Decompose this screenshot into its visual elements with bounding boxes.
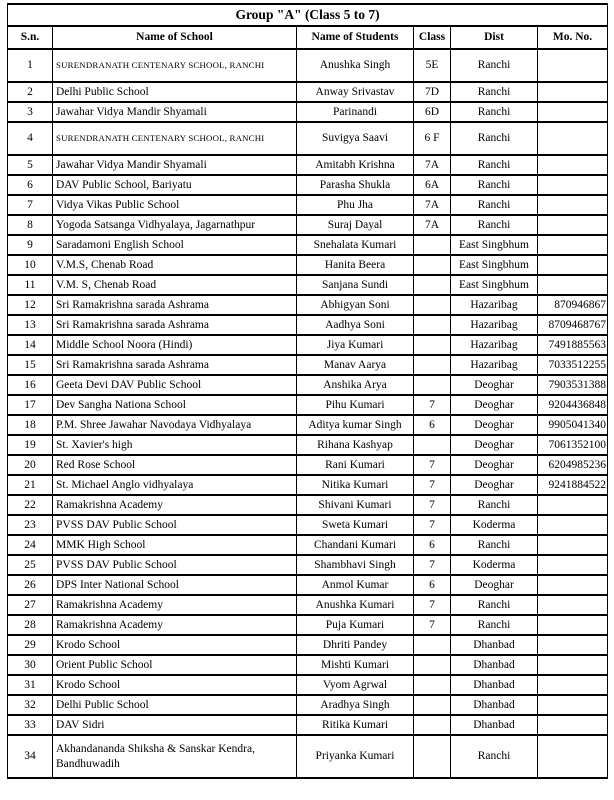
table-row (8, 255, 608, 275)
cell-mobile (538, 255, 608, 275)
cell-class (414, 715, 451, 735)
cell-class (414, 635, 451, 655)
cell-school: Krodo School (53, 635, 297, 655)
cell-dist: Deoghar (451, 435, 538, 455)
table-row (8, 655, 608, 675)
cell-mobile: 8709468767 (538, 315, 608, 335)
table-row (8, 375, 608, 395)
cell-student: Amitabh Krishna (297, 155, 414, 175)
cell-class: 7A (414, 155, 451, 175)
table-row (8, 49, 608, 82)
cell-mobile: 9204436848 (538, 395, 608, 415)
cell-sn: 9 (8, 235, 53, 255)
cell-mobile (538, 575, 608, 595)
cell-dist: Hazaribag (451, 335, 538, 355)
cell-class: 6 (414, 535, 451, 555)
cell-mobile (538, 515, 608, 535)
cell-mobile (538, 555, 608, 575)
cell-class: 5E (414, 49, 451, 82)
cell-class (414, 255, 451, 275)
cell-class (414, 435, 451, 455)
cell-student: Jiya Kumari (297, 335, 414, 355)
cell-class: 7 (414, 495, 451, 515)
cell-school: Red Rose School (53, 455, 297, 475)
cell-student: Anushka Kumari (297, 595, 414, 615)
table-row (8, 102, 608, 122)
cell-sn: 7 (8, 195, 53, 215)
table-body (8, 49, 608, 778)
cell-school: Dev Sangha Nationa School (53, 395, 297, 415)
cell-mobile (538, 495, 608, 515)
cell-mobile (538, 102, 608, 122)
cell-dist: Ranchi (451, 195, 538, 215)
cell-mobile (538, 735, 608, 778)
cell-sn: 12 (8, 295, 53, 315)
cell-student: Mishti Kumari (297, 655, 414, 675)
cell-mobile (538, 695, 608, 715)
table-row (8, 455, 608, 475)
cell-dist: Deoghar (451, 415, 538, 435)
cell-student: Snehalata Kumari (297, 235, 414, 255)
cell-class: 6 F (414, 122, 451, 155)
cell-dist: Hazaribag (451, 295, 538, 315)
cell-mobile: 9905041340 (538, 415, 608, 435)
cell-student: Chandani Kumari (297, 535, 414, 555)
cell-student: Anmol Kumar (297, 575, 414, 595)
table-row (8, 715, 608, 735)
table-row (8, 555, 608, 575)
cell-sn: 17 (8, 395, 53, 415)
cell-school: P.M. Shree Jawahar Navodaya Vidhyalaya (53, 415, 297, 435)
cell-school: MMK High School (53, 535, 297, 555)
cell-sn: 25 (8, 555, 53, 575)
cell-sn: 32 (8, 695, 53, 715)
cell-mobile (538, 655, 608, 675)
cell-dist: Ranchi (451, 535, 538, 555)
table-row (8, 595, 608, 615)
table-row (8, 515, 608, 535)
column-header-dist: Dist (451, 26, 538, 49)
cell-school: Akhandananda Shiksha & Sanskar Kendra, Bandhuwadih (53, 735, 297, 778)
cell-school: Delhi Public School (53, 695, 297, 715)
cell-student: Rani Kumari (297, 455, 414, 475)
cell-student: Suraj Dayal (297, 215, 414, 235)
table-row (8, 82, 608, 102)
title-row (8, 4, 608, 26)
cell-class: 6A (414, 175, 451, 195)
cell-mobile (538, 275, 608, 295)
cell-dist: Ranchi (451, 615, 538, 635)
cell-sn: 11 (8, 275, 53, 295)
cell-dist: Koderma (451, 515, 538, 535)
cell-sn: 28 (8, 615, 53, 635)
cell-school: Jawahar Vidya Mandir Shyamali (53, 102, 297, 122)
cell-class (414, 235, 451, 255)
cell-class (414, 375, 451, 395)
cell-school: DPS Inter National School (53, 575, 297, 595)
cell-dist: Ranchi (451, 735, 538, 778)
cell-school: St. Michael Anglo vidhyalaya (53, 475, 297, 495)
cell-mobile (538, 155, 608, 175)
table-row (8, 435, 608, 455)
cell-school: Sri Ramakrishna sarada Ashrama (53, 295, 297, 315)
cell-sn: 10 (8, 255, 53, 275)
cell-school: Ramakrishna Academy (53, 595, 297, 615)
cell-mobile (538, 49, 608, 82)
cell-dist: Deoghar (451, 575, 538, 595)
cell-class: 7D (414, 82, 451, 102)
cell-sn: 27 (8, 595, 53, 615)
cell-sn: 19 (8, 435, 53, 455)
table-row (8, 295, 608, 315)
cell-mobile: 7061352100 (538, 435, 608, 455)
cell-sn: 31 (8, 675, 53, 695)
cell-student: Anushka Singh (297, 49, 414, 82)
cell-sn: 20 (8, 455, 53, 475)
cell-student: Sweta Kumari (297, 515, 414, 535)
table-row (8, 355, 608, 375)
cell-class (414, 735, 451, 778)
table-row (8, 315, 608, 335)
cell-sn: 34 (8, 735, 53, 778)
cell-student: Abhigyan Soni (297, 295, 414, 315)
cell-dist: Deoghar (451, 395, 538, 415)
cell-student: Parasha Shukla (297, 175, 414, 195)
cell-student: Anway Srivastav (297, 82, 414, 102)
cell-mobile (538, 675, 608, 695)
cell-school: V.M.S, Chenab Road (53, 255, 297, 275)
cell-sn: 6 (8, 175, 53, 195)
cell-class: 7 (414, 595, 451, 615)
cell-class: 6D (414, 102, 451, 122)
cell-school: DAV Public School, Bariyatu (53, 175, 297, 195)
cell-student: Priyanka Kumari (297, 735, 414, 778)
cell-sn: 30 (8, 655, 53, 675)
cell-student: Vyom Agrwal (297, 675, 414, 695)
cell-student: Manav Aarya (297, 355, 414, 375)
cell-sn: 26 (8, 575, 53, 595)
cell-class (414, 355, 451, 375)
table-row (8, 195, 608, 215)
cell-sn: 16 (8, 375, 53, 395)
cell-sn: 8 (8, 215, 53, 235)
cell-mobile (538, 615, 608, 635)
cell-sn: 1 (8, 49, 53, 82)
column-header-mobile: Mo. No. (538, 26, 608, 49)
cell-student: Parinandi (297, 102, 414, 122)
cell-student: Rihana Kashyap (297, 435, 414, 455)
table-title: Group "A" (Class 5 to 7) (8, 4, 608, 26)
cell-student: Nitika Kumari (297, 475, 414, 495)
cell-student: Sanjana Sundi (297, 275, 414, 295)
cell-sn: 23 (8, 515, 53, 535)
cell-dist: Dhanbad (451, 675, 538, 695)
cell-dist: Ranchi (451, 102, 538, 122)
cell-dist: East Singbhum (451, 235, 538, 255)
cell-school: St. Xavier's high (53, 435, 297, 455)
table-row (8, 395, 608, 415)
cell-school: Delhi Public School (53, 82, 297, 102)
cell-dist: Dhanbad (451, 695, 538, 715)
cell-class: 7 (414, 395, 451, 415)
cell-school: Sri Ramakrishna sarada Ashrama (53, 315, 297, 335)
cell-school: Krodo School (53, 675, 297, 695)
cell-dist: Hazaribag (451, 355, 538, 375)
cell-mobile (538, 235, 608, 255)
cell-mobile: 7903531388 (538, 375, 608, 395)
cell-student: Shambhavi Singh (297, 555, 414, 575)
cell-student: Aditya kumar Singh (297, 415, 414, 435)
cell-sn: 24 (8, 535, 53, 555)
cell-student: Shivani Kumari (297, 495, 414, 515)
cell-mobile (538, 82, 608, 102)
cell-dist: Hazaribag (451, 315, 538, 335)
cell-class: 7 (414, 515, 451, 535)
cell-class (414, 655, 451, 675)
table-row (8, 535, 608, 555)
cell-student: Hanita Beera (297, 255, 414, 275)
cell-student: Anshika Arya (297, 375, 414, 395)
cell-sn: 18 (8, 415, 53, 435)
cell-school: V.M. S, Chenab Road (53, 275, 297, 295)
table-row (8, 215, 608, 235)
cell-class (414, 315, 451, 335)
cell-sn: 33 (8, 715, 53, 735)
cell-class: 7 (414, 555, 451, 575)
cell-sn: 5 (8, 155, 53, 175)
table-row (8, 615, 608, 635)
cell-class: 6 (414, 415, 451, 435)
table-row (8, 415, 608, 435)
cell-sn: 15 (8, 355, 53, 375)
cell-sn: 2 (8, 82, 53, 102)
table-row (8, 635, 608, 655)
table-row (8, 275, 608, 295)
cell-student: Ritika Kumari (297, 715, 414, 735)
cell-student: Suvigya Saavi (297, 122, 414, 155)
cell-mobile: 7491885563 (538, 335, 608, 355)
cell-school: Orient Public School (53, 655, 297, 675)
table-row (8, 735, 608, 778)
cell-dist: Ranchi (451, 122, 538, 155)
cell-mobile (538, 715, 608, 735)
cell-dist: Deoghar (451, 375, 538, 395)
cell-dist: Ranchi (451, 595, 538, 615)
cell-school: Middle School Noora (Hindi) (53, 335, 297, 355)
cell-school: Saradamoni English School (53, 235, 297, 255)
cell-dist: Ranchi (451, 155, 538, 175)
cell-sn: 14 (8, 335, 53, 355)
cell-student: Pihu Kumari (297, 395, 414, 415)
cell-class: 7 (414, 615, 451, 635)
cell-mobile: 870946867 (538, 295, 608, 315)
table-row (8, 495, 608, 515)
cell-class (414, 335, 451, 355)
column-header-sn: S.n. (8, 26, 53, 49)
cell-mobile (538, 215, 608, 235)
cell-dist: Ranchi (451, 82, 538, 102)
cell-school: Vidya Vikas Public School (53, 195, 297, 215)
cell-school: SURENDRANATH CENTENARY SCHOOL, RANCHI (53, 122, 297, 155)
cell-class (414, 295, 451, 315)
header-row (8, 26, 608, 49)
cell-mobile (538, 535, 608, 555)
table-row (8, 155, 608, 175)
cell-sn: 13 (8, 315, 53, 335)
cell-class: 6 (414, 575, 451, 595)
cell-school: Yogoda Satsanga Vidhyalaya, Jagarnathpur (53, 215, 297, 235)
table-row (8, 695, 608, 715)
cell-mobile: 7033512255 (538, 355, 608, 375)
cell-mobile: 6204985236 (538, 455, 608, 475)
cell-school: Jawahar Vidya Mandir Shyamali (53, 155, 297, 175)
cell-student: Puja Kumari (297, 615, 414, 635)
table-row (8, 675, 608, 695)
cell-dist: Deoghar (451, 455, 538, 475)
cell-class: 7A (414, 195, 451, 215)
cell-dist: Ranchi (451, 49, 538, 82)
cell-school: SURENDRANATH CENTENARY SCHOOL, RANCHI (53, 49, 297, 82)
cell-dist: Dhanbad (451, 635, 538, 655)
cell-sn: 29 (8, 635, 53, 655)
cell-school: Ramakrishna Academy (53, 615, 297, 635)
cell-school: Sri Ramakrishna sarada Ashrama (53, 355, 297, 375)
cell-school: DAV Sidri (53, 715, 297, 735)
table-row (8, 335, 608, 355)
cell-class: 7A (414, 215, 451, 235)
column-header-student: Name of Students (297, 26, 414, 49)
cell-dist: Ranchi (451, 175, 538, 195)
cell-dist: Koderma (451, 555, 538, 575)
cell-dist: Ranchi (451, 215, 538, 235)
cell-dist: Dhanbad (451, 655, 538, 675)
cell-sn: 22 (8, 495, 53, 515)
cell-sn: 21 (8, 475, 53, 495)
cell-class (414, 275, 451, 295)
cell-school: PVSS DAV Public School (53, 515, 297, 535)
cell-student: Aadhya Soni (297, 315, 414, 335)
cell-student: Dhriti Pandey (297, 635, 414, 655)
cell-mobile (538, 175, 608, 195)
cell-mobile: 9241884522 (538, 475, 608, 495)
cell-dist: Deoghar (451, 475, 538, 495)
cell-mobile (538, 595, 608, 615)
cell-school: PVSS DAV Public School (53, 555, 297, 575)
cell-class: 7 (414, 455, 451, 475)
cell-dist: East Singbhum (451, 255, 538, 275)
cell-mobile (538, 635, 608, 655)
cell-dist: Ranchi (451, 495, 538, 515)
cell-student: Phu Jha (297, 195, 414, 215)
cell-mobile (538, 122, 608, 155)
cell-mobile (538, 195, 608, 215)
cell-student: Aradhya Singh (297, 695, 414, 715)
cell-class (414, 675, 451, 695)
students-table (7, 3, 608, 779)
cell-sn: 4 (8, 122, 53, 155)
cell-school: Geeta Devi DAV Public School (53, 375, 297, 395)
table-row (8, 175, 608, 195)
cell-dist: East Singbhum (451, 275, 538, 295)
table-row (8, 122, 608, 155)
cell-class: 7 (414, 475, 451, 495)
table-row (8, 235, 608, 255)
table-row (8, 475, 608, 495)
cell-sn: 3 (8, 102, 53, 122)
cell-school: Ramakrishna Academy (53, 495, 297, 515)
column-header-school: Name of School (53, 26, 297, 49)
column-header-class: Class (414, 26, 451, 49)
cell-class (414, 695, 451, 715)
table-row (8, 575, 608, 595)
cell-dist: Dhanbad (451, 715, 538, 735)
